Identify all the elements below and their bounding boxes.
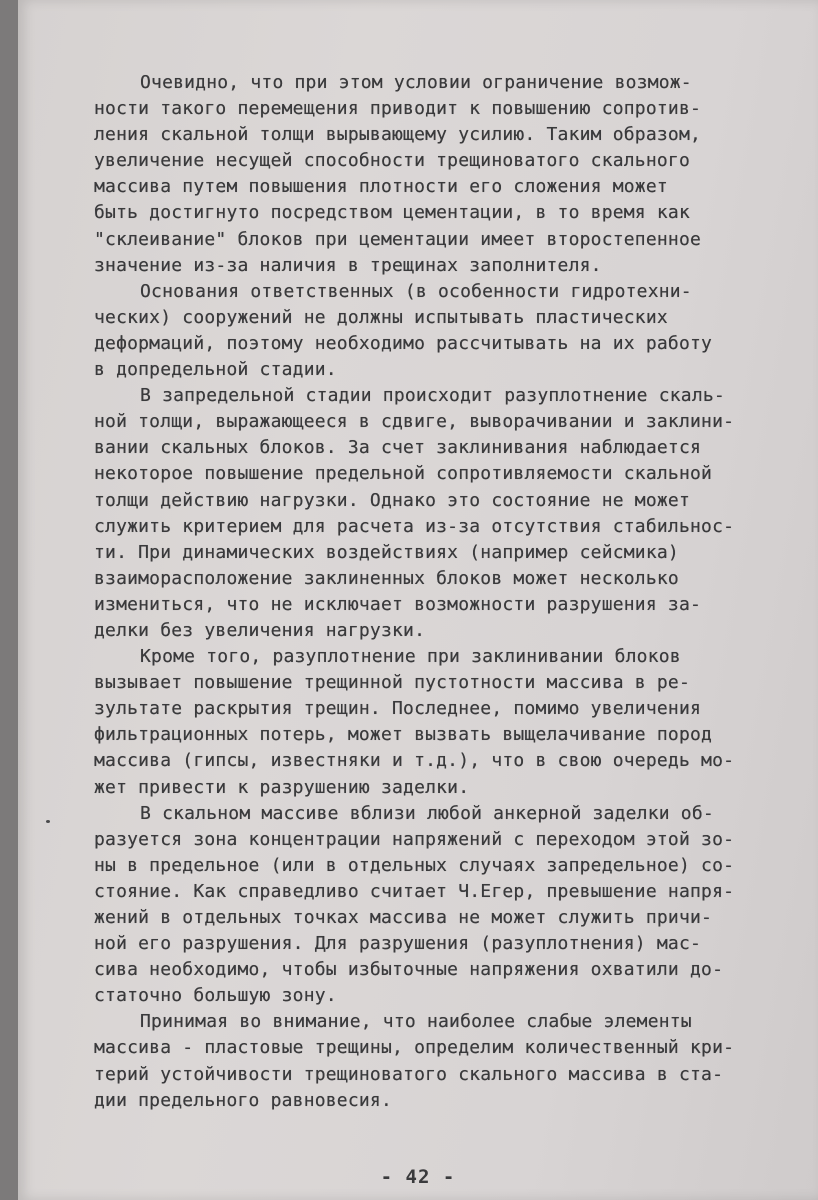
text-line: измениться, что не исключает возможности разрушения за-: [94, 593, 702, 615]
text-line: деформаций, поэтому необходимо рассчитывать на их работу: [94, 332, 713, 354]
text-line: фильтрационных потерь, может вызвать выщелачивание пород: [94, 724, 713, 746]
paragraph: [94, 383, 816, 644]
text-line: статочно большую зону.: [94, 985, 337, 1007]
text-line: Кроме того, разуплотнение при заклинивании блоков: [140, 646, 681, 668]
text-line: стояние. Как справедливо считает Ч.Егер, превышение напря-: [94, 880, 735, 902]
body-text: [94, 70, 816, 1114]
text-line: ти. При динамических воздействиях (например сейсмика): [94, 541, 679, 563]
text-line: сива необходимо, чтобы избыточные напряжения охватили до-: [94, 959, 724, 981]
text-line: увеличение несущей способности трещиноватого скального: [94, 150, 690, 172]
text-line: делки без увеличения нагрузки.: [94, 619, 426, 641]
text-line: жет привести к разрушению заделки.: [94, 776, 470, 798]
text-line: вызывает повышение трещинной пустотности массива в ре-: [94, 672, 690, 694]
text-line: ления скальной толщи вырывающему усилию. Таким образом,: [94, 124, 702, 146]
text-line: ной толщи, выражающееся в сдвиге, выворачивании и заклини-: [94, 411, 735, 433]
text-line: взаиморасположение заклиненных блоков может несколько: [94, 567, 679, 589]
text-line: "склеивание" блоков при цементации имеет второстепенное: [94, 228, 702, 250]
text-line: В скальном массиве вблизи любой анкерной заделки об-: [140, 802, 714, 824]
text-line: толщи действию нагрузки. Однако это состояние не может: [94, 489, 690, 511]
text-line: Основания ответственных (в особенности гидротехни-: [140, 280, 692, 302]
text-line: массива путем повышения плотности его сложения может: [94, 176, 668, 198]
text-line: Очевидно, что при этом условии ограничение возмож-: [140, 72, 692, 93]
text-line: в допредельной стадии.: [94, 359, 337, 381]
text-line: значение из-за наличия в трещинах заполнителя.: [94, 254, 602, 276]
text-line: ческих) сооружений не должны испытывать пластических: [94, 306, 668, 328]
margin-mark: [46, 820, 50, 823]
text-line: массива - пластовые трещины, определим количественный кри-: [94, 1037, 735, 1059]
text-line: вании скальных блоков. За счет заклинивания наблюдается: [94, 437, 702, 459]
text-line: жений в отдельных точках массива не может служить причи-: [94, 907, 713, 928]
paragraph: [94, 1009, 816, 1113]
text-line: некоторое повышение предельной сопротивляемости скальной: [94, 463, 713, 485]
text-line: ны в предельное (или в отдельных случаях запредельное) со-: [94, 854, 735, 876]
text-line: ности такого перемещения приводит к повышению сопротив-: [94, 98, 702, 120]
text-line: зультате раскрытия трещин. Последнее, помимо увеличения: [94, 698, 702, 720]
text-line: терий устойчивости трещиноватого скального массива в ста-: [94, 1063, 724, 1085]
text-line: ной его разрушения. Для разрушения (разуплотнения) мас-: [94, 933, 702, 955]
text-line: быть достигнуто посредством цементации, в то время как: [94, 202, 690, 224]
text-line: разуется зона концентрации напряжений с переходом этой зо-: [94, 828, 735, 850]
paragraph: [94, 644, 816, 801]
text-line: массива (гипсы, известняки и т.д.), что в свою очередь мо-: [94, 750, 735, 772]
text-line: Принимая во внимание, что наиболее слабые элементы: [140, 1011, 692, 1033]
page-number: - 42 -: [380, 1166, 456, 1188]
document-page: [18, 0, 818, 1200]
text-line: служить критерием для расчета из-за отсутствия стабильнос-: [94, 515, 735, 537]
paragraph: [94, 279, 816, 383]
text-line: В запредельной стадии происходит разуплотнение скаль-: [140, 385, 725, 407]
paragraph: [94, 801, 816, 1010]
text-line: дии предельного равновесия.: [94, 1089, 392, 1111]
paragraph: [94, 70, 816, 279]
